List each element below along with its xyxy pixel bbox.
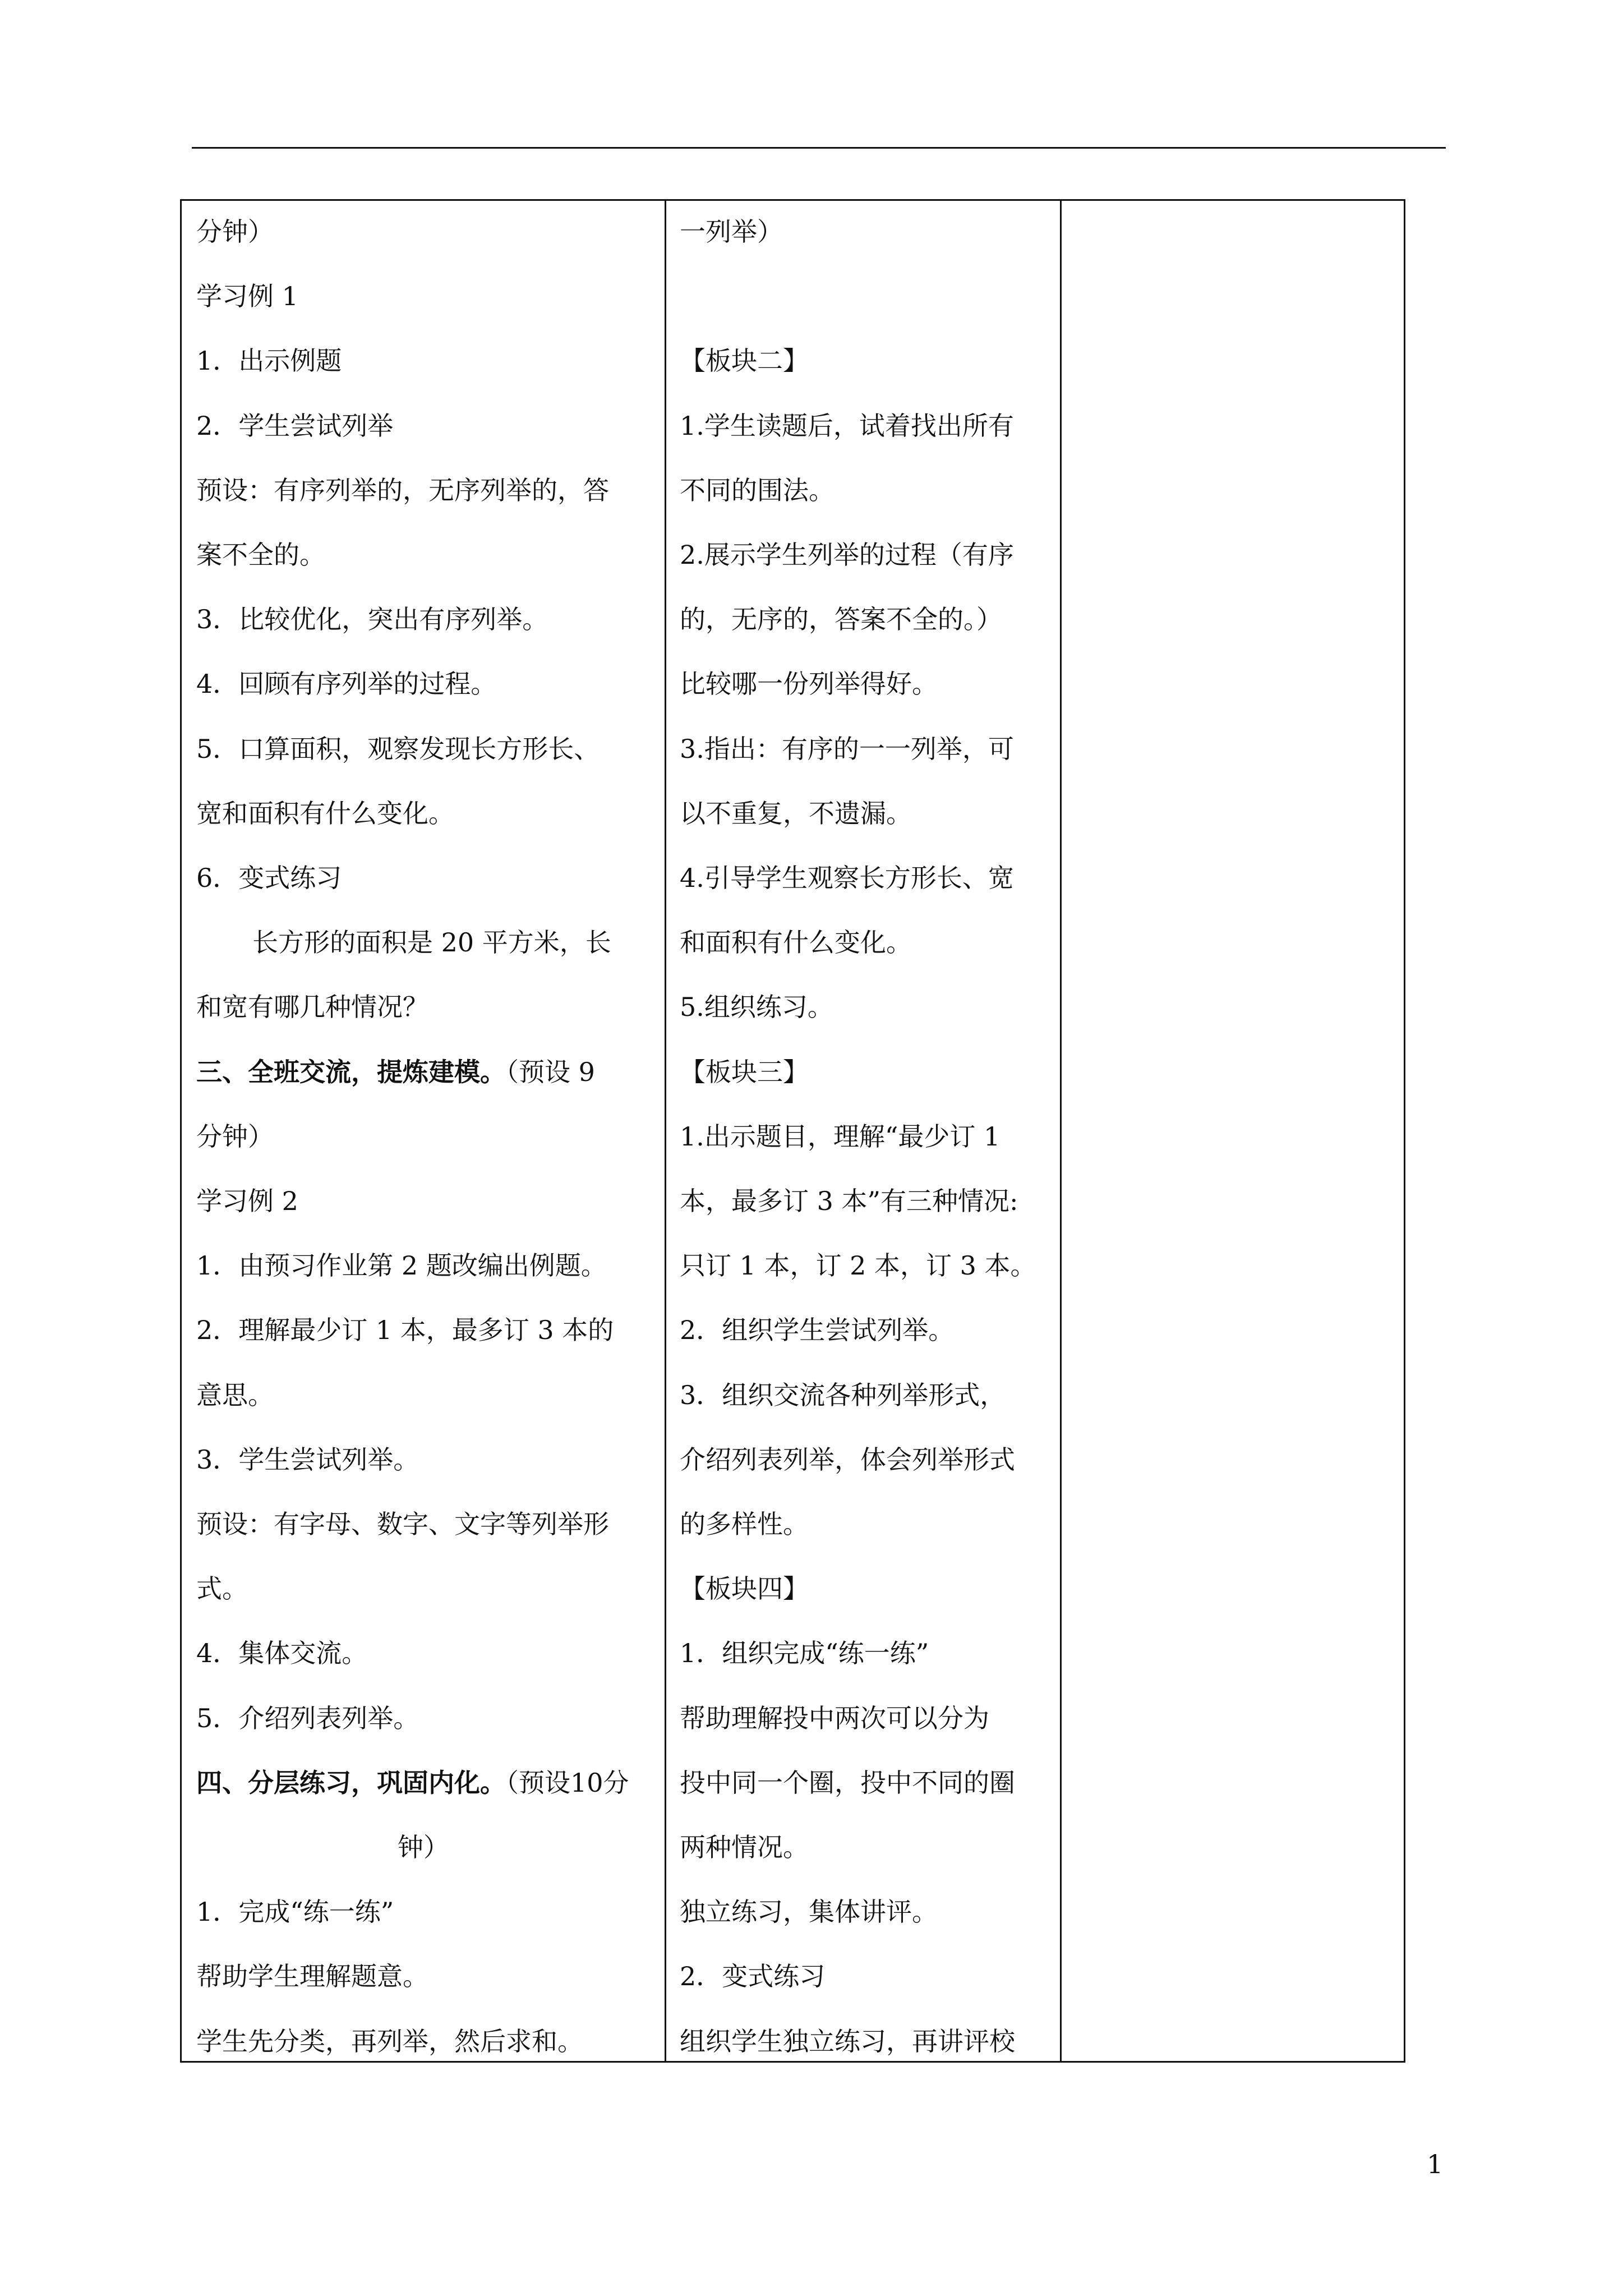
line-text: 学习例 1 [196, 281, 298, 312]
left-cell-line [196, 990, 428, 1024]
left-cell-line [196, 279, 298, 313]
middle-cell-line [680, 1120, 1000, 1153]
bold-heading-text: 三、全班交流，提炼建模。 [196, 1056, 506, 1087]
left-cell-line [252, 926, 611, 959]
line-text: 2．变式练习 [680, 1961, 826, 1992]
middle-cell-line [680, 1636, 929, 1670]
line-text: 3．比较优化，突出有序列举。 [196, 604, 548, 635]
middle-cell-line [680, 1959, 825, 1993]
middle-cell-line [680, 926, 912, 959]
line-text: 宽和面积有什么变化。 [196, 798, 454, 829]
line-text: 帮助学生理解题意。 [196, 1961, 428, 1992]
middle-cell-line [680, 990, 833, 1024]
column-divider-1 [665, 199, 666, 2063]
middle-cell-line [680, 602, 1002, 636]
line-text: 只订 1 本，订 2 本，订 3 本。 [680, 1250, 1036, 1281]
line-text: 意思。 [196, 1379, 274, 1410]
line-text: 和宽有哪几种情况？ [196, 992, 428, 1023]
middle-cell-line [680, 1830, 809, 1864]
line-text: 5.组织练习。 [680, 992, 833, 1023]
left-cell-line [196, 1959, 428, 1993]
line-text: 1．出示例题 [196, 346, 342, 376]
line-text: 2.展示学生列举的过程（有序 [680, 540, 1014, 570]
line-text: 【板块二】 [680, 346, 809, 376]
middle-cell-line [680, 667, 938, 701]
left-cell-line [196, 1184, 298, 1218]
left-cell-line [196, 1895, 394, 1929]
middle-cell-line [680, 1378, 1006, 1412]
line-text: 5．口算面积，观察发现长方形长、 [196, 733, 600, 764]
line-text: 1．完成“练一练” [196, 1897, 394, 1927]
left-cell-line [196, 344, 342, 378]
line-text: 4.引导学生观察长方形长、宽 [680, 863, 1014, 893]
bold-heading-text: 四、分层练习，巩固内化。 [196, 1767, 506, 1798]
line-text: 学生先分类，再列举，然后求和。 [196, 2026, 583, 2056]
left-cell-line [196, 215, 274, 249]
column-divider-2 [1060, 199, 1062, 2063]
line-text: 3．组织交流各种列举形式， [680, 1379, 1006, 1410]
line-text: 3.指出：有序的一一列举，可 [680, 733, 1014, 764]
line-text: 本，最多订 3 本”有三种情况: [680, 1186, 1018, 1216]
left-cell-line [196, 1636, 367, 1670]
left-cell-line [196, 1766, 629, 1800]
line-text: 以不重复，不遗漏。 [680, 798, 912, 829]
line-text: 式。 [196, 1573, 248, 1604]
middle-cell-line [680, 409, 1014, 443]
middle-cell-line [680, 1443, 1015, 1476]
middle-cell-line [680, 1766, 1015, 1800]
left-cell-line [196, 538, 325, 572]
left-cell-line [196, 1313, 614, 1347]
left-cell-line [196, 1443, 419, 1476]
line-text: 1.出示题目，理解“最少订 1 [680, 1121, 1000, 1152]
line-text: 不同的围法。 [680, 475, 834, 505]
line-text: 1．由预习作业第 2 题改编出例题。 [196, 1250, 607, 1281]
line-text: （预设10分 [506, 1767, 629, 1798]
line-text: 两种情况。 [680, 1832, 809, 1862]
left-cell-line [196, 409, 393, 443]
line-text: 2．学生尝试列举 [196, 410, 394, 441]
line-text: 比较哪一份列举得好。 [680, 669, 938, 700]
line-text: 2．组织学生尝试列举。 [680, 1315, 955, 1346]
left-cell-line [196, 1055, 595, 1089]
line-text: 【板块三】 [680, 1056, 809, 1087]
line-text: 3．学生尝试列举。 [196, 1444, 419, 1475]
left-cell-line [196, 1701, 419, 1735]
middle-cell-line [680, 1184, 1018, 1218]
middle-cell-line [680, 1249, 1036, 1282]
middle-cell-line [680, 538, 1014, 572]
left-cell-line [196, 2024, 583, 2058]
line-text: 分钟） [196, 1121, 274, 1152]
left-cell-line [196, 732, 600, 766]
middle-cell-line [680, 732, 1014, 766]
middle-cell-line [680, 215, 783, 249]
line-text: 2．理解最少订 1 本，最多订 3 本的 [196, 1315, 614, 1346]
line-text: 4．回顾有序列举的过程。 [196, 669, 497, 700]
line-text: 的多样性。 [680, 1509, 809, 1539]
middle-cell-line [680, 1507, 809, 1541]
page-number: 1 [1427, 2149, 1444, 2179]
middle-cell-line [680, 1895, 938, 1929]
line-text: 【板块四】 [680, 1573, 809, 1604]
line-text: 1.学生读题后，试着找出所有 [680, 410, 1014, 441]
left-cell-line [196, 1249, 607, 1282]
line-text: 一列举） [680, 217, 783, 247]
middle-cell-line [680, 344, 809, 378]
line-text: 5．介绍列表列举。 [196, 1703, 419, 1733]
left-cell-line [196, 1507, 609, 1541]
left-cell-line [196, 861, 342, 895]
left-cell-line [196, 1120, 274, 1153]
line-text: 长方形的面积是 20 平方米，长 [252, 927, 611, 958]
middle-cell-line [680, 1055, 809, 1089]
middle-cell-line [680, 1313, 954, 1347]
left-cell-line [196, 473, 609, 507]
middle-cell-line [680, 2024, 1015, 2058]
line-text: 组织学生独立练习，再讲评校 [680, 2026, 1015, 2056]
line-text: 1．组织完成“练一练” [680, 1638, 929, 1669]
line-text: 帮助理解投中两次可以分为 [680, 1703, 989, 1733]
header-rule [192, 147, 1446, 149]
middle-cell-line [680, 1701, 989, 1735]
line-text: 预设：有序列举的，无序列举的，答 [196, 475, 609, 505]
line-text: 的，无序的，答案不全的。） [680, 604, 1002, 635]
line-text: 介绍列表列举，体会列举形式 [680, 1444, 1015, 1475]
line-text: 6．变式练习 [196, 863, 342, 893]
left-cell-line [196, 1378, 274, 1412]
left-cell-line [196, 602, 548, 636]
left-cell-line [196, 1830, 651, 1864]
middle-cell-line [680, 473, 834, 507]
middle-cell-line [680, 1572, 809, 1605]
left-cell-line [196, 1572, 248, 1605]
line-text: 预设：有字母、数字、文字等列举形 [196, 1509, 609, 1539]
line-text: 投中同一个圈，投中不同的圈 [680, 1767, 1015, 1798]
line-text: 和面积有什么变化。 [680, 927, 912, 958]
line-text: 学习例 2 [196, 1186, 298, 1216]
left-cell-line [196, 667, 496, 701]
left-cell-line [196, 797, 454, 830]
line-text: （预设 9 [506, 1056, 595, 1087]
line-text: 分钟） [196, 217, 274, 247]
line-text: 4．集体交流。 [196, 1638, 368, 1669]
middle-cell-line [680, 797, 912, 830]
middle-cell-line [680, 861, 1014, 895]
line-text: 钟） [398, 1832, 449, 1862]
line-text: 独立练习，集体讲评。 [680, 1897, 938, 1927]
line-text: 案不全的。 [196, 540, 325, 570]
